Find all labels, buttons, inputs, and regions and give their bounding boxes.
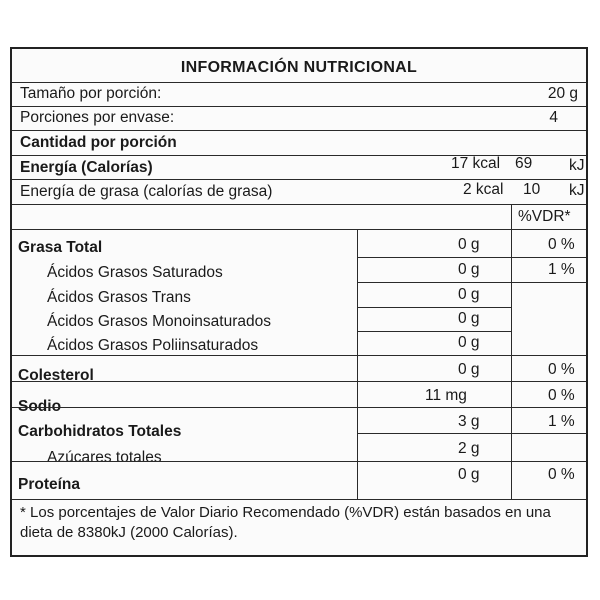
footnote: * Los porcentajes de Valor Diario Recomendado (%VDR) están basados en una dieta de 8380kJ (2000 Calorías). — [20, 504, 551, 541]
nutrient-name: Grasa Total — [18, 239, 103, 256]
servings-per-pack-value: 4 — [549, 109, 558, 126]
nutrient-vdr: 0 % — [548, 466, 575, 483]
amount-per-serving-label: Cantidad por porción — [20, 134, 177, 151]
nutrient-name: Ácidos Grasos Trans — [47, 289, 191, 306]
nutrient-amount: 0 g — [458, 236, 480, 253]
divider — [12, 82, 586, 83]
nutrient-name: Azúcares totales — [47, 449, 162, 466]
nutrient-vdr: 1 % — [548, 413, 575, 430]
nutrient-vdr: 0 % — [548, 236, 575, 253]
row-divider — [357, 433, 586, 434]
divider — [12, 229, 586, 230]
energy-kj: 69 — [515, 155, 533, 172]
nutrient-amount: 0 g — [458, 334, 480, 351]
panel-title: INFORMACIÓN NUTRICIONAL — [180, 59, 418, 76]
nutrient-name: Ácidos Grasos Poliinsaturados — [47, 337, 259, 354]
nutrient-amount: 11 mg — [425, 387, 467, 404]
row-divider — [357, 282, 586, 283]
nutrient-amount: 0 g — [458, 466, 480, 483]
nutrient-amount: 2 g — [458, 440, 480, 457]
serving-size-value: 20 g — [547, 85, 578, 102]
fat-energy-kj-unit: kJ — [569, 182, 585, 199]
row-divider — [357, 331, 511, 332]
nutrient-name: Colesterol — [18, 367, 94, 384]
divider — [12, 499, 586, 500]
servings-per-pack-label: Porciones por envase: — [20, 109, 175, 126]
table-column-divider — [357, 229, 358, 500]
nutrient-amount: 0 g — [458, 361, 480, 378]
row-divider — [357, 257, 586, 258]
nutrient-name: Carbohidratos Totales — [18, 423, 182, 440]
nutrient-vdr: 0 % — [548, 361, 575, 378]
divider — [12, 179, 586, 180]
row-divider — [12, 461, 586, 462]
energy-kcal: 17 kcal — [451, 155, 501, 172]
nutrient-amount: 0 g — [458, 310, 480, 327]
vdr-column-header: %VDR* — [518, 208, 571, 225]
nutrient-name: Ácidos Grasos Monoinsaturados — [47, 313, 272, 330]
nutrition-facts-panel — [10, 47, 588, 557]
row-divider — [12, 381, 586, 382]
nutrient-vdr: 1 % — [548, 261, 575, 278]
nutrient-amount: 0 g — [458, 261, 480, 278]
fat-energy-kcal: 2 kcal — [463, 181, 504, 198]
fat-energy-label: Energía de grasa (calorías de grasa) — [20, 183, 273, 200]
divider — [12, 106, 586, 107]
nutrient-name: Sodio — [18, 398, 62, 415]
nutrient-vdr: 0 % — [548, 387, 575, 404]
table-column-divider — [511, 204, 512, 500]
nutrient-name: Proteína — [18, 476, 81, 493]
fat-energy-kj: 10 — [523, 181, 541, 198]
row-divider — [357, 307, 511, 308]
divider — [12, 130, 586, 131]
row-divider — [12, 407, 586, 408]
serving-size-label: Tamaño por porción: — [20, 85, 162, 102]
nutrient-amount: 3 g — [458, 413, 480, 430]
nutrient-amount: 0 g — [458, 286, 480, 303]
divider — [12, 204, 586, 205]
energy-kj-unit: kJ — [569, 157, 585, 174]
row-divider — [12, 355, 586, 356]
nutrient-name: Ácidos Grasos Saturados — [47, 264, 223, 281]
energy-label: Energía (Calorías) — [20, 159, 153, 176]
